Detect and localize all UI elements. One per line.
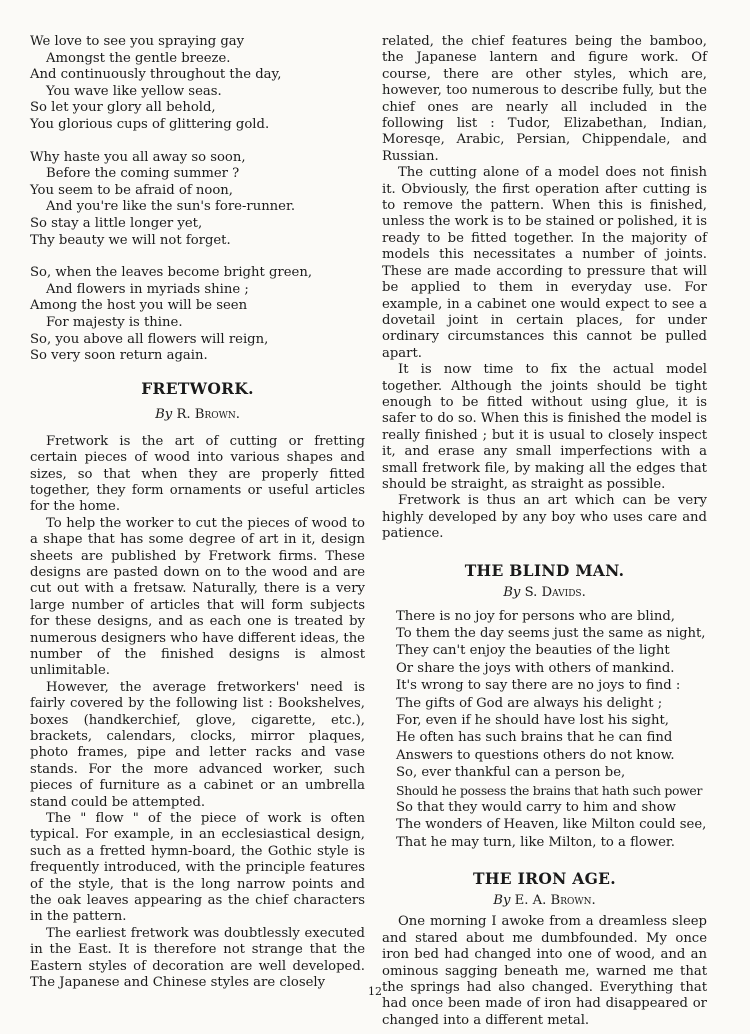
poem-line: And you're like the sun's fore-runner.	[46, 199, 296, 215]
paragraph: To help the worker to cut the pieces of wood to a shape that has some degree of art in it, design sheets are published by Fretwork firms. These designs are pasted down on to the wood and are cut out with a fretsaw. Naturally, there is a very large number of articles that will form subjects for these designs, and as each one is treated by numerous designers who have different ideas, the number of the finished designs is almost unlimitable.	[30, 515, 365, 679]
poem-line: Before the coming summer ?	[46, 166, 240, 182]
poem-line: For, even if he should have lost his sight,	[396, 713, 669, 729]
poem-line: You wave like yellow seas.	[46, 83, 222, 99]
poem-line: So that they would carry to him and show	[396, 800, 676, 816]
byline-fretwork	[30, 406, 365, 424]
poem-line: The wonders of Heaven, like Milton could see,	[396, 817, 707, 833]
byline-author: S. Davids.	[524, 584, 586, 600]
poem-line: You glorious cups of glittering gold.	[30, 116, 270, 132]
byline-author: R. Brown.	[176, 406, 240, 422]
poem-line: Among the host you will be seen	[30, 298, 248, 314]
poem-stanza-3	[30, 265, 365, 365]
poem-line: And flowers in myriads shine ;	[46, 281, 249, 297]
poem-line: Thy beauty we will not forget.	[30, 232, 231, 248]
paragraph: Fretwork is the art of cutting or fretting certain pieces of wood into various shapes and sizes, so that when they are properly fitted together, they form ornaments or useful articles for the home.	[30, 433, 365, 515]
poem-stanza-1	[30, 34, 365, 134]
page-number: 12	[368, 985, 382, 998]
paragraph: It is now time to fix the actual model together. Although the joints should be tight enough to be fitted without using glue, it is safer to do so. When this is finished the model is really finished ; but it is usual to closely inspect it, and erase any small imperfections with a small fretwork file, by making all the edges that should be straight, as straight as possible.	[382, 362, 707, 492]
paragraph: The cutting alone of a model does not finish it. Obviously, the first operation after cutting is to remove the pattern. When this is finished, unless the work is to be stained or polished, it is ready to be fitted together. In the majority of models this necessitates a number of joints. These are made according to pressure that will be applied to them in everyday use. For example, in a cabinet one would expect to see a dovetail joint in certain places, for under ordinary circumstances this cannot be pulled apart.	[382, 165, 707, 361]
byline-by: By	[155, 406, 173, 422]
right-column	[382, 34, 707, 1029]
poem-line: Answers to questions others do not know.	[396, 747, 675, 763]
byline-iron-age	[382, 892, 707, 910]
poem-line: Why haste you all away so soon,	[30, 149, 246, 165]
poem-line: So, you above all flowers will reign,	[30, 331, 269, 347]
byline-by: By	[503, 584, 521, 600]
poem-line: For majesty is thine.	[46, 314, 183, 330]
byline-author: E. A. Brown.	[514, 893, 596, 909]
poem-line: Amongst the gentle breeze.	[46, 50, 231, 66]
poem-line: So let your glory all behold,	[30, 100, 216, 116]
paragraph: Fretwork is thus an art which can be very highly developed by any boy who uses care and patience.	[382, 493, 707, 542]
poem-line: So, ever thankful can a person be,	[396, 765, 626, 781]
poem-line: So stay a little longer yet,	[30, 215, 203, 231]
poem-line: Should he possess the brains that hath such power	[396, 782, 703, 798]
paragraph: However, the average fretworkers' need is fairly covered by the following list : Bookshelves, boxes (handkerchief, glove, cigarette, etc.), brackets, calendars, clocks, mirror plaques, photo frames, pipe and letter racks and vase stands. For the more advanced worker, such pieces of furniture as a cabinet or an umbrella stand could be attempted.	[30, 679, 365, 810]
poem-line: It's wrong to say there are no joys to find :	[396, 678, 681, 694]
poem-line: There is no joy for persons who are blind,	[396, 608, 675, 624]
poem-line: You seem to be afraid of noon,	[30, 182, 233, 198]
paragraph: The earliest fretwork was doubtlessly executed in the East. It is therefore not strange that the Eastern styles of decoration are well developed. The Japanese and Chinese styles are closely	[30, 925, 365, 991]
poem-opening	[30, 34, 365, 365]
poem-line: We love to see you spraying gay	[30, 34, 245, 49]
article-title-iron-age: THE IRON AGE.	[473, 869, 616, 889]
article-title-fretwork: FRETWORK.	[141, 378, 254, 398]
poem-line: That he may turn, like Milton, to a flower.	[396, 834, 675, 850]
poem-line: Or share the joys with others of mankind.	[396, 660, 675, 676]
poem-line: To them the day seems just the same as night,	[396, 626, 706, 641]
poem-stanza-2	[30, 150, 365, 250]
poem-line: The gifts of God are always his delight ;	[396, 695, 663, 711]
poem-blind-man	[382, 608, 707, 852]
paragraph: The " flow " of the piece of work is often typical. For example, in an ecclesiastical design, such as a fretted hymn-board, the Gothic style is frequently introduced, with the principle features of the style, that is the long narrow points and the oak leaves appearing as the chief characters in the pattern.	[30, 811, 365, 925]
byline-by: By	[493, 893, 511, 909]
poem-line: So very soon return again.	[30, 348, 208, 364]
byline-blind-man	[382, 584, 707, 602]
poem-line: He often has such brains that he can find	[396, 730, 673, 746]
article-title-blind-man: THE BLIND MAN.	[464, 560, 625, 580]
poem-line: They can't enjoy the beauties of the light	[396, 643, 670, 659]
poem-line: And continuously throughout the day,	[30, 67, 282, 83]
paragraph: related, the chief features being the bamboo, the Japanese lantern and figure work. Of course, there are other styles, which are, however, too numerous to describe fully, but the chief ones are nearly all included in the following list : Tudor, Elizabethan, Indian, Moresqe, Arabic, Persian, Chippendale, and Russian.	[382, 34, 707, 164]
poem-line: So, when the leaves become bright green,	[30, 265, 313, 281]
left-column	[30, 34, 365, 992]
paragraph: One morning I awoke from a dreamless sleep and stared about me dumbfounded. My once iron bed had changed into one of wood, and an ominous sagging beneath me, warned me that the springs had also changed. Everything that had once been made of iron had disappeared or changed into a different metal.	[382, 914, 707, 1028]
